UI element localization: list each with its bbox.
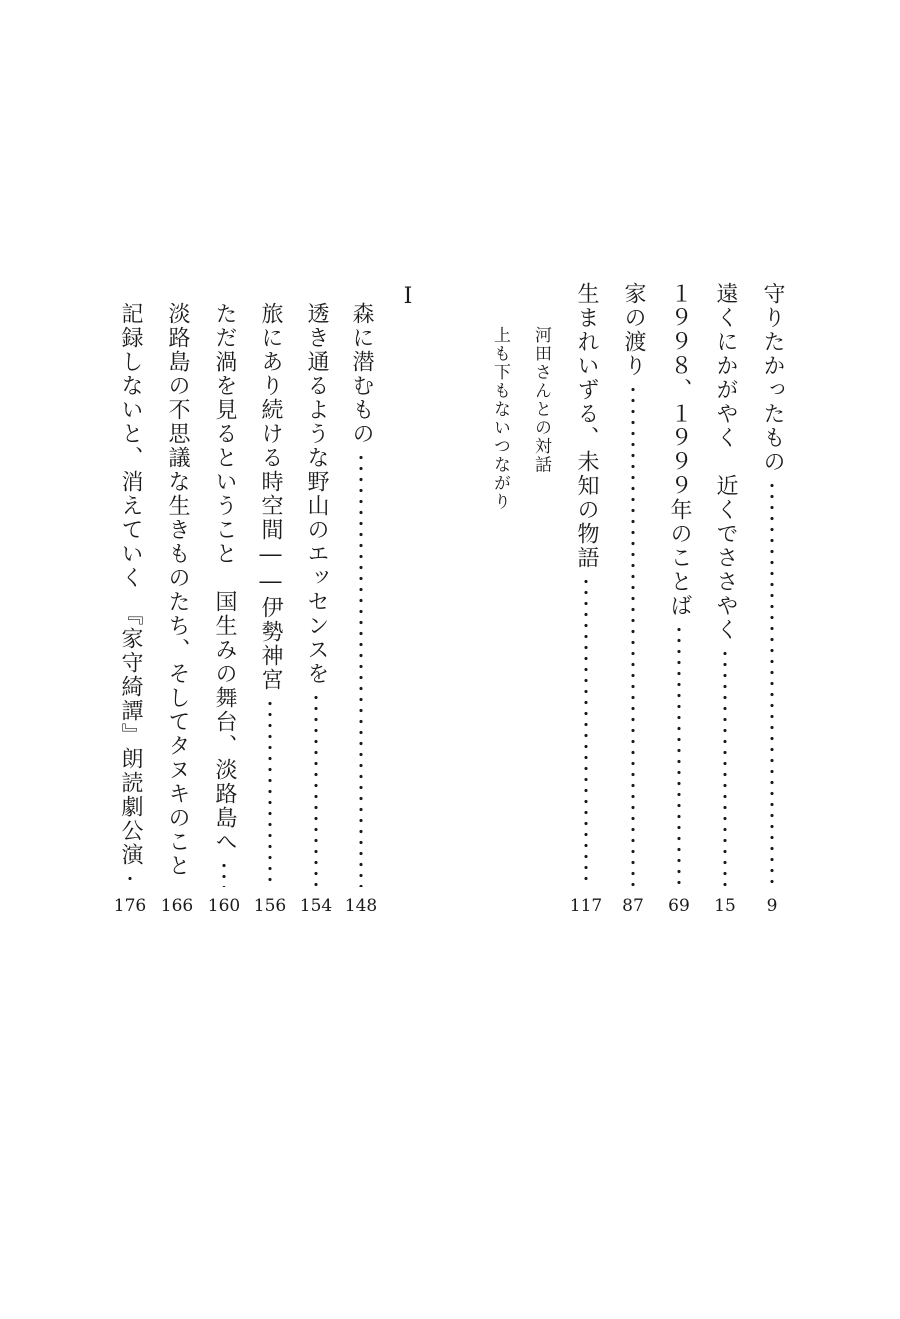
dot-leader bbox=[770, 480, 774, 887]
toc-entry-title: 淡路島の不思議な生きものたち、そしてタヌキのこと bbox=[165, 302, 190, 878]
toc-entry-title: 遠くにかがやく 近くでささやく bbox=[713, 282, 738, 642]
toc-page-number: 176 bbox=[113, 896, 147, 916]
toc-entry-title: 守りたかったもの bbox=[760, 282, 785, 474]
toc-page-number: 160 bbox=[207, 896, 241, 916]
dot-leader bbox=[723, 648, 727, 887]
dot-leader bbox=[222, 860, 226, 887]
toc-entry-title: 生まれいずる、未知の物語 bbox=[574, 282, 599, 570]
toc-entry[interactable] bbox=[250, 302, 290, 922]
dot-leader bbox=[268, 698, 272, 887]
toc-entry[interactable] bbox=[296, 302, 336, 922]
toc-entry[interactable] bbox=[341, 302, 381, 922]
dot-leader bbox=[128, 873, 132, 887]
toc-entry[interactable] bbox=[705, 282, 745, 922]
dot-leader bbox=[359, 452, 363, 887]
toc-page-number: 148 bbox=[344, 896, 378, 916]
section-heading: I bbox=[403, 284, 413, 309]
dot-leader bbox=[677, 624, 681, 887]
toc-entry[interactable] bbox=[659, 282, 699, 922]
toc-sub-entry-title: 上も下もないつながり bbox=[490, 326, 510, 511]
toc-entry-title: 透き通るような野山のエッセンスを bbox=[304, 302, 329, 686]
toc-entry[interactable] bbox=[752, 282, 792, 922]
toc-entry-title: 旅にあり続ける時空間――伊勢神宮 bbox=[258, 302, 283, 692]
toc-page-number: 9 bbox=[766, 896, 778, 916]
toc-page-number: 154 bbox=[299, 896, 333, 916]
toc-page-number: 15 bbox=[714, 896, 736, 916]
toc-entry[interactable] bbox=[157, 302, 197, 922]
dot-leader bbox=[314, 692, 318, 887]
toc-entry[interactable] bbox=[204, 302, 244, 922]
dot-leader bbox=[584, 576, 588, 887]
toc-page-number: 166 bbox=[160, 896, 194, 916]
toc-entry-title: 記録しないと、消えていく 『家守綺譚』朗読劇公演 bbox=[118, 302, 143, 867]
toc-entry-title: １９９８、１９９９年のことば bbox=[667, 282, 692, 618]
toc-entry[interactable] bbox=[566, 282, 606, 922]
toc-page-number: 69 bbox=[668, 896, 690, 916]
toc-entry-title: 森に潜むもの bbox=[349, 302, 374, 446]
toc-entry-title: 家の渡り bbox=[621, 282, 646, 378]
toc-page-number: 156 bbox=[253, 896, 287, 916]
toc-sub-entry-title: 河田さんとの対話 bbox=[531, 326, 551, 474]
toc-entry[interactable] bbox=[110, 302, 150, 922]
toc-entry[interactable] bbox=[613, 282, 653, 922]
dot-leader bbox=[175, 884, 179, 887]
toc-entry-title: ただ渦を見るということ 国生みの舞台、淡路島へ bbox=[212, 302, 237, 854]
dot-leader bbox=[631, 384, 635, 887]
toc-sub-entry[interactable] bbox=[521, 326, 561, 526]
toc-page-number: 87 bbox=[622, 896, 644, 916]
toc-page-number: 117 bbox=[569, 896, 603, 916]
toc-sub-entry[interactable] bbox=[480, 326, 520, 526]
